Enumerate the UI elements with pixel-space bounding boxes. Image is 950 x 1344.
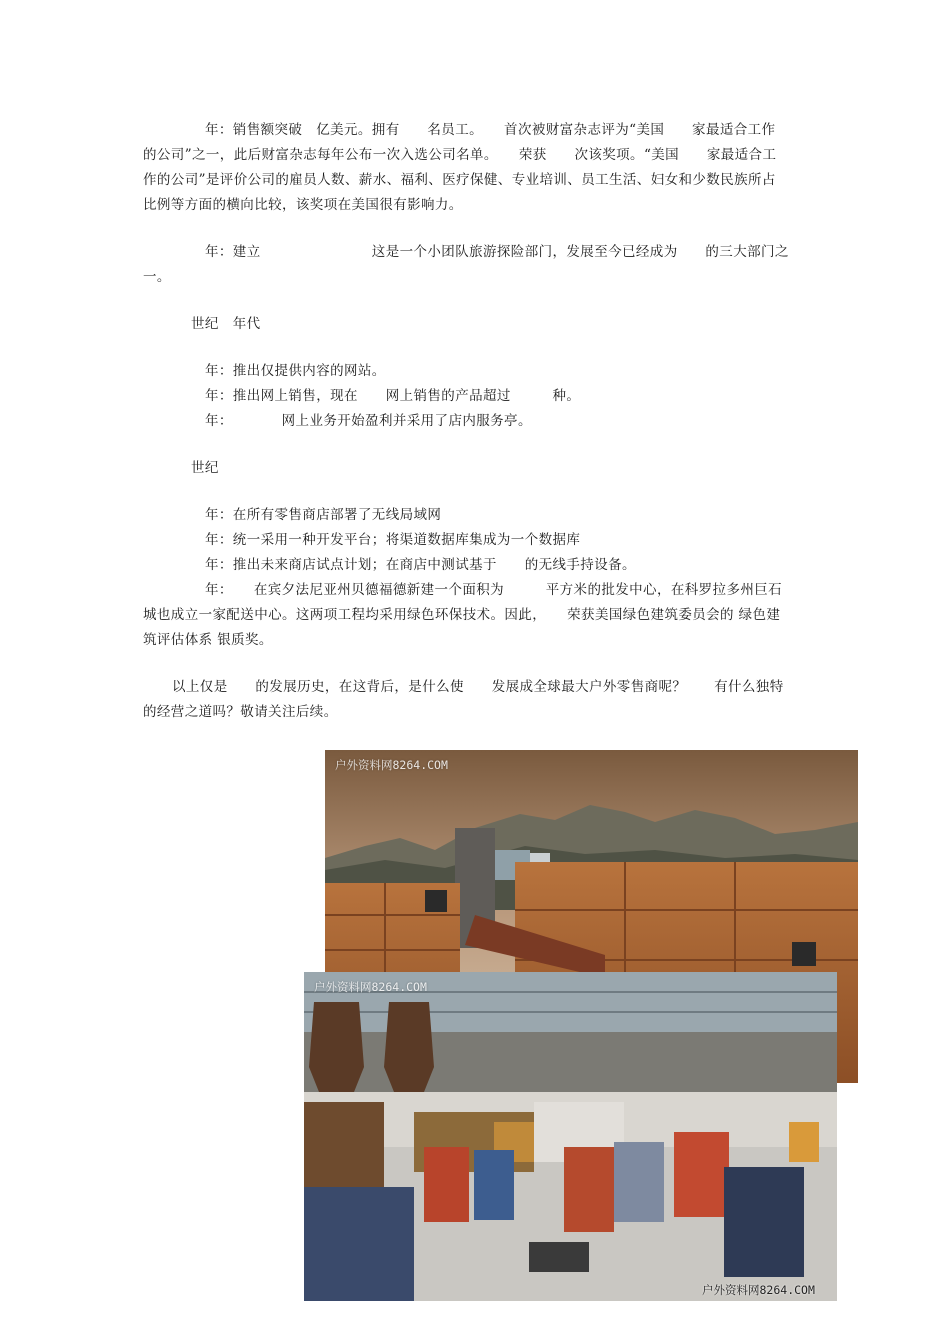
store-interior-photo xyxy=(304,972,837,1301)
interior-illustration xyxy=(304,972,837,1301)
text-line: 作的公司”是评价公司的雇员人数、薪水、福利、医疗保健、专业培训、员工生活、妇女和少数民族所占 xyxy=(143,172,776,188)
section-heading: 世纪 年代 xyxy=(191,316,261,332)
text-line: 年：销售额突破 亿美元。拥有 名员工。 首次被财富杂志评为“美国 家最适合工作 xyxy=(205,122,776,138)
list-item: 年： 在宾夕法尼亚州贝德福德新建一个面积为 平方米的批发中心，在科罗拉多州巨石 xyxy=(205,582,783,598)
watermark: 户外资料网8264.COM xyxy=(314,980,427,994)
watermark: 户外资料网8264.COM xyxy=(335,758,448,772)
watermark: 户外资料网8264.COM xyxy=(702,1283,815,1297)
list-item: 年：推出未来商店试点计划；在商店中测试基于 的无线手持设备。 xyxy=(205,557,636,573)
text-line: 筑评估体系 银质奖。 xyxy=(143,632,273,648)
text-line: 的经营之道吗？敬请关注后续。 xyxy=(143,704,338,720)
text-line: 一。 xyxy=(143,269,171,285)
list-item: 年：统一采用一种开发平台；将渠道数据库集成为一个数据库 xyxy=(205,532,581,548)
text-line: 年：建立 这是一个小团队旅游探险部门，发展至今已经成为 的三大部门之 xyxy=(205,244,789,260)
list-item: 年：推出仅提供内容的网站。 xyxy=(205,363,386,379)
list-item: 年： 网上业务开始盈利并采用了店内服务亭。 xyxy=(205,413,532,429)
text-line: 以上仅是 的发展历史，在这背后，是什么使 发展成全球最大户外零售商呢？ 有什么独特 xyxy=(172,679,784,695)
text-line: 的公司”之一，此后财富杂志每年公布一次入选公司名单。 荣获 次该奖项。“美国 家最适合工 xyxy=(143,147,777,163)
text-line: 比例等方面的横向比较，该奖项在美国很有影响力。 xyxy=(143,197,463,213)
text-line: 城也成立一家配送中心。这两项工程均采用绿色环保技术。因此， 荣获美国绿色建筑委员会的 绿色建 xyxy=(143,607,781,623)
section-heading: 世纪 xyxy=(191,460,219,476)
list-item: 年：在所有零售商店部署了无线局域网 xyxy=(205,507,442,523)
list-item: 年：推出网上销售，现在 网上销售的产品超过 种。 xyxy=(205,388,581,404)
